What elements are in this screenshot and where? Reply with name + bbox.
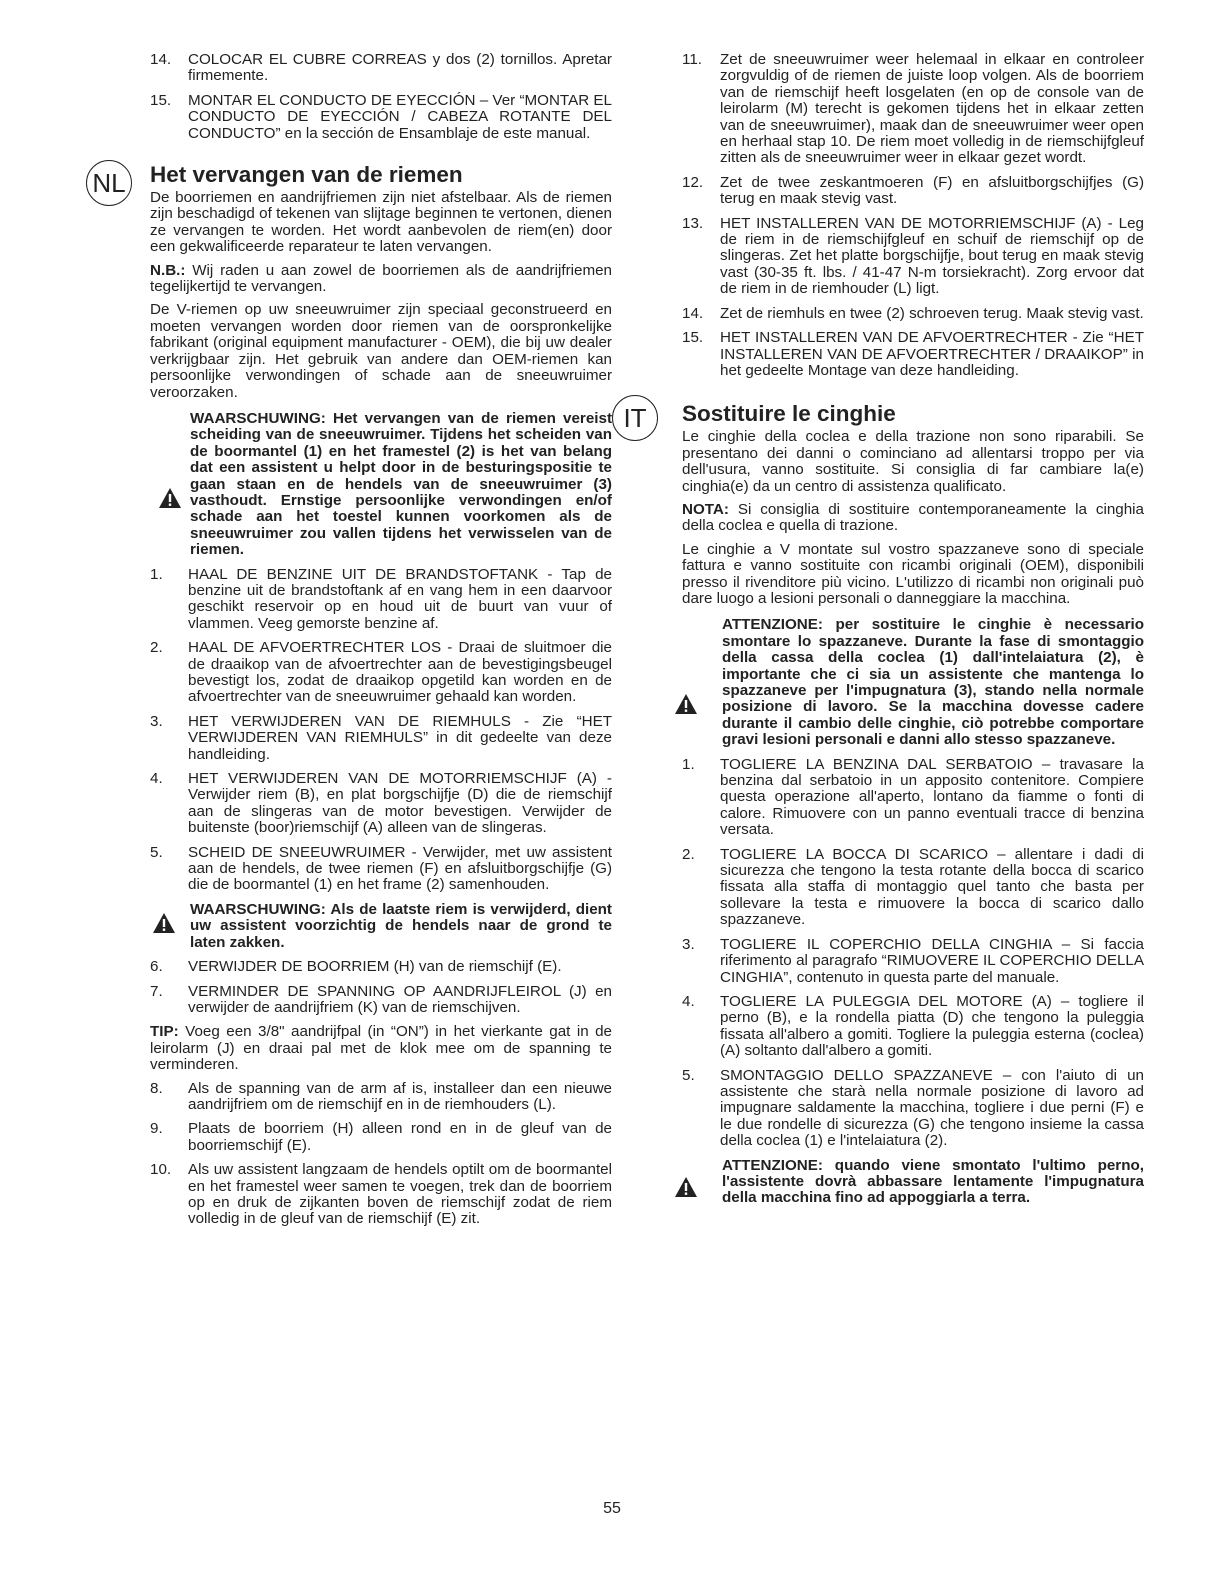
- list-item: [150, 771, 612, 837]
- nl-language-badge: NL: [86, 160, 132, 206]
- list-item: [150, 1121, 612, 1154]
- list-item-text: TOGLIERE LA PULEGGIA DEL MOTORE (A) – togliere il perno (B), e la rondella piatta (D) che tengono la puleggia fissata all'albero a gomiti. Togliere la puleggia esterna (coclea) (A) soltanto dall'albero a gomiti.: [720, 992, 1144, 1060]
- list-item: [150, 845, 612, 894]
- page-number: 55: [603, 1500, 621, 1517]
- nl-warning-2: [150, 902, 612, 951]
- nl-tip: [150, 1024, 612, 1073]
- list-item-number: 2.: [150, 639, 163, 657]
- list-item-number: 11.: [682, 51, 702, 68]
- list-item: [150, 93, 612, 142]
- list-item-number: 7.: [150, 982, 163, 1000]
- intro-list: [150, 52, 612, 142]
- nl-section-title: Het vervangen van de riemen: [150, 162, 463, 188]
- list-item-number: 5.: [682, 1066, 695, 1084]
- it-paragraph-2: Le cinghie a V montate sul vostro spazzaneve sono di speciale fattura e vanno sostituite con ricambi originali (OEM), disponibili presso il rivenditore più vicino. L'utilizzo di ricambi non originali può dare luogo a lesioni personali o danneggiare la macchina.: [682, 540, 1144, 607]
- list-item: [682, 847, 1144, 929]
- list-item-text: TOGLIERE IL COPERCHIO DELLA CINGHIA – Si faccia riferimento al paragrafo “RIMUOVERE IL COPERCHIO DELLA CINGHIA”, contenuto in questa parte del manuale.: [720, 935, 1144, 986]
- nl-warning-1: [150, 411, 612, 559]
- list-item-number: 12.: [682, 173, 704, 191]
- list-item-text: COLOCAR EL CUBRE CORREAS y dos (2) tornillos. Apretar firmemente.: [188, 51, 612, 85]
- list-item-text: SCHEID DE SNEEUWRUIMER - Verwijder, met uw assistent aan de hendels, de twee riemen (F) en afsluitborgschijfje (G) die de boormantel (1) en het frame (2) samenhouden.: [188, 843, 612, 894]
- list-item-text: Zet de sneeuwruimer weer helemaal in elkaar en controleer zorgvuldig of de riemen de juiste loop volgen. Als de boorriem van de riemschijf heeft losgelaten (en op de console van de leirolarm (M) terecht is gekomen tijdens het in elkaar zetten van de sneeuwruimer), maak dan de sneeuwruimer weer open en herhaal stap 10. De riem moet volledig in de riemschijfgleuf zitten als de sneeuwruimer weer in elkaar gezet wordt.: [720, 51, 1144, 167]
- list-item: [682, 330, 1144, 379]
- list-item-number: 4.: [150, 770, 163, 788]
- list-item: [682, 306, 1144, 322]
- nl-section-header: [92, 162, 612, 198]
- list-item-text: TOGLIERE LA BENZINA DAL SERBATOIO – travasare la benzina dal serbatoio in un apposito contenitore. Compiere questa operazione all'aperto, lontano da fiamme o fonti di calore. Rimuovere con un panno eventuali tracce di benzina versata.: [720, 755, 1144, 839]
- list-item: [150, 984, 612, 1017]
- list-item-text: VERWIJDER DE BOORRIEM (H) van de riemschijf (E).: [188, 958, 562, 976]
- warning-icon: [152, 912, 176, 934]
- list-item-number: 15.: [150, 91, 172, 109]
- list-item-number: 14.: [682, 304, 704, 322]
- list-item-text: HAAL DE BENZINE UIT DE BRANDSTOFTANK - Tap de benzine uit de brandstoftank af en vang hem in een daarvoor geschikt reservoir op en houd uit de buurt van vuur of vlammen. Veeg gemorste benzine af.: [188, 565, 612, 632]
- list-item: [682, 216, 1144, 298]
- list-item: [682, 175, 1144, 208]
- it-note: [682, 502, 1144, 535]
- list-item-text: HET VERWIJDEREN VAN DE MOTORRIEMSCHIJF (A) - Verwijder riem (B), en plat borgschijfje (D) die de riemschijf aan de slingeras van de motor bevestigen. Verwijder de buitenste (boor)riemschijf (A) alleen van de slingeras.: [188, 770, 612, 837]
- list-item: [150, 567, 612, 633]
- it-section-header: [623, 401, 1144, 433]
- it-section-title: Sostituire le cinghie: [682, 401, 896, 427]
- nl-note-label: N.B.:: [150, 261, 186, 279]
- nl-note-text: Wij raden u aan zowel de boorriemen als de aandrijfriemen tegelijkertijd te vervangen.: [150, 261, 612, 296]
- list-item-number: 8.: [150, 1079, 163, 1097]
- it-warning-2-text: ATTENZIONE: quando viene smontato l'ultimo perno, l'assistente dovrà abbassare lentamente l'impugnatura della macchina fino ad appoggiarla a terra.: [722, 1156, 1144, 1207]
- it-warning-2: [682, 1158, 1144, 1207]
- nl-steps-list-d: [682, 52, 1144, 379]
- list-item-number: 3.: [682, 935, 695, 953]
- list-item-number: 14.: [150, 51, 172, 68]
- list-item-text: HET INSTALLEREN VAN DE MOTORRIEMSCHIJF (A) - Leg de riem in de riemschijfgleuf en schuif de riemschijf op de slingeras. Zet het platte borgschijfje, bout terug en maak stevig vast (30-35 ft. lbs. / 41-47 N-m torsiekracht). Zorg ervoor dat de riem in de riemhouder (L) ligt.: [720, 214, 1144, 298]
- it-steps-list: [682, 757, 1144, 1150]
- nl-paragraph-2: De V-riemen op uw sneeuwruimer zijn speciaal geconstrueerd en moeten vervangen worden door riemen van de oorspronkelijke fabrikant (original equipment manufacturer - OEM), die bij uw dealer verkrijgbaar zijn. Het gebruik van andere dan OEM-riemen kan persoonlijke verwondingen of schade aan de sneeuwruimer veroorzaken.: [150, 301, 612, 401]
- list-item: [682, 1068, 1144, 1150]
- list-item-text: TOGLIERE LA BOCCA DI SCARICO – allentare i dadi di sicurezza che tengono la testa rotante della bocca di scarico fissata alla staffa di montaggio quel tanto che basta per sollevare la testa e rimuovere la bocca di scarico dallo spazzaneve.: [720, 845, 1144, 929]
- warning-icon: [674, 1176, 698, 1198]
- it-warning-1: [682, 617, 1144, 748]
- list-item: [150, 640, 612, 706]
- list-item-text: HET INSTALLEREN VAN DE AFVOERTRECHTER - Zie “HET INSTALLEREN VAN DE AFVOERTRECHTER / DRAAIKOP” in het gedeelte Montage van deze handleiding.: [720, 329, 1144, 379]
- nl-tip-label: TIP:: [150, 1023, 179, 1041]
- list-item-number: 1.: [682, 755, 695, 773]
- it-language-badge: IT: [612, 395, 658, 441]
- list-item-text: Plaats de boorriem (H) alleen rond en in de gleuf van de boorriemschijf (E).: [188, 1120, 612, 1154]
- it-paragraph-1: Le cinghie della coclea e della trazione non sono riparabili. Se presentano dei danni o cominciano ad allentarsi troppo per via dell'usura, vanno sostituite. Si consiglia di far cambiare la(e) cinghia(e) da un centro di assistenza qualificato.: [682, 428, 1144, 495]
- it-note-text: Si consiglia di sostituire contemporaneamente la cinghia della coclea e quella di trazione.: [682, 500, 1144, 535]
- nl-paragraph-1: De boorriemen en aandrijfriemen zijn niet afstelbaar. Als de riemen zijn beschadigd of tekenen van slijtage beginnen te vertonen, dienen ze vervangen te worden. Het wordt aanbevolen de riem(en) door een gekwalificeerde reparateur te laten vervangen.: [150, 189, 612, 256]
- warning-icon: [674, 693, 698, 715]
- list-item-text: HET VERWIJDEREN VAN DE RIEMHULS - Zie “HET VERWIJDEREN VAN RIEMHULS” in dit gedeelte van deze handleiding.: [188, 712, 612, 763]
- left-column: [92, 51, 612, 1236]
- list-item-number: 6.: [150, 958, 163, 976]
- list-item-text: MONTAR EL CONDUCTO DE EYECCIÓN – Ver “MONTAR EL CONDUCTO DE EYECCIÓN / CABEZA ROTANTE DEL CONDUCTO” en la sección de Ensamblaje de este manual.: [188, 91, 612, 142]
- list-item-number: 5.: [150, 843, 163, 861]
- warning-icon: [158, 487, 182, 509]
- nl-note: [150, 263, 612, 296]
- list-item-text: HAAL DE AFVOERTRECHTER LOS - Draai de sluitmoer die de draaikop van de afvoertrechter aan de bevestigingsbeugel bevestigt los, zodat de draaikop opgetild kan worden en de afvoertrechter van de sneeuwruimer gehaald kan worden.: [188, 639, 612, 706]
- nl-steps-list-a: [150, 567, 612, 894]
- list-item: [150, 52, 612, 85]
- list-item: [682, 994, 1144, 1060]
- list-item: [150, 714, 612, 763]
- list-item-text: VERMINDER DE SPANNING OP AANDRIJFLEIROL (J) en verwijder de aandrijfriem (K) van de riemschijven.: [188, 982, 612, 1016]
- list-item: [150, 959, 612, 975]
- list-item-text: Als de spanning van de arm af is, installeer dan een nieuwe aandrijfriem om de riemschijf en in de riemhouders (L).: [188, 1079, 612, 1113]
- list-item-text: Als uw assistent langzaam de hendels optilt om de boormantel en het framestel weer samen te voegen, trek dan de boorriem op en druk de zijkanten boven de riemschijf zodat de riem volledig in de gleuf van de riemschijf (E) zit.: [188, 1161, 612, 1228]
- list-item-number: 9.: [150, 1120, 163, 1138]
- it-note-label: NOTA:: [682, 500, 729, 518]
- nl-steps-list-c: [150, 1081, 612, 1228]
- list-item-number: 4.: [682, 992, 695, 1010]
- list-item-text: Zet de twee zeskantmoeren (F) en afsluitborgschijfjes (G) terug en maak stevig vast.: [720, 173, 1144, 208]
- list-item-number: 10.: [150, 1161, 172, 1179]
- list-item: [682, 937, 1144, 986]
- list-item-text: Zet de riemhuls en twee (2) schroeven terug. Maak stevig vast.: [720, 304, 1144, 322]
- nl-tip-text: Voeg een 3/8" aandrijfpal (in “ON”) in het vierkante gat in de leirolarm (J) en draai pal met de klok mee om de spanning te verminderen.: [150, 1023, 612, 1074]
- list-item-number: 1.: [150, 565, 163, 583]
- list-item-number: 15.: [682, 329, 704, 347]
- right-column: [623, 51, 1144, 1215]
- list-item-number: 3.: [150, 712, 163, 730]
- nl-warning-2-text: WAARSCHUWING: Als de laatste riem is verwijderd, dient uw assistent voorzichtig de hendels naar de grond te laten zakken.: [190, 900, 612, 951]
- list-item-number: 2.: [682, 845, 695, 863]
- list-item: [150, 1081, 612, 1114]
- list-item-number: 13.: [682, 214, 704, 232]
- list-item: [682, 52, 1144, 167]
- nl-steps-list-b: [150, 959, 612, 1016]
- list-item: [682, 757, 1144, 839]
- it-warning-1-text: ATTENZIONE: per sostituire le cinghie è necessario smontare lo spazzaneve. Durante la fase di smontaggio della cassa della coclea (1) dall'intelaiatura (2), è importante che ci sia un assistente che mantenga lo spazzaneve per l'impugnatura (3), stando nella normale posizione di lavoro. Se la macchina dovesse cadere durante il cambio delle cinghie, ciò potrebbe comportare gravi lesioni personali e danni allo stesso spazzaneve.: [722, 616, 1144, 749]
- list-item-text: SMONTAGGIO DELLO SPAZZANEVE – con l'aiuto di un assistente che starà nella normale posizione di lavoro ad impugnare saldamente la macchina, togliere i due perni (F) e le due rondelle di sicurezza (G) che tengono insieme la cassa della coclea (1) e l'intelaiatura (2).: [720, 1066, 1144, 1150]
- nl-warning-1-text: WAARSCHUWING: Het vervangen van de riemen vereist scheiding van de sneeuwruimer. Tijdens het scheiden van de boormantel (1) en het framestel (2) is het van belang dat een assistent u helpt door in de besturingspositie te gaan staan en de hendels van de sneeuwruimer (3) vasthoudt. Ernstige persoonlijke verwondingen en/of schade aan het toestel kunnen voorkomen als de sneeuwruimer zou vallen tijdens het verwisselen van de riemen.: [190, 409, 612, 559]
- list-item: [150, 1162, 612, 1228]
